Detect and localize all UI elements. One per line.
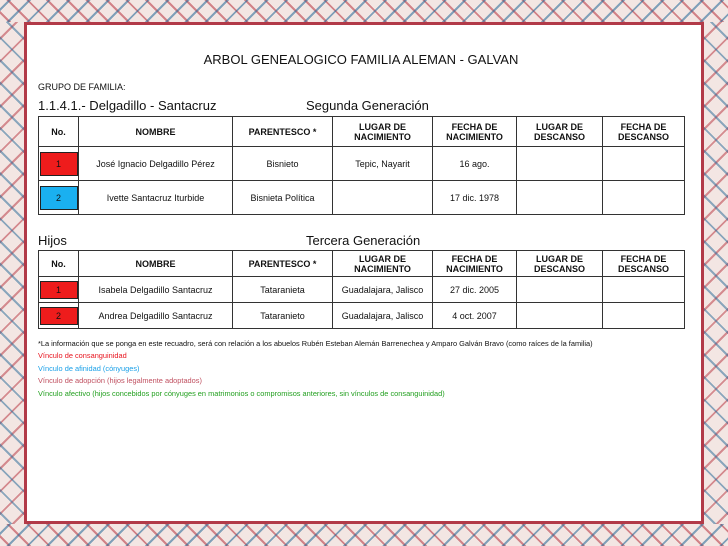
legend-afinidad: Vínculo de afinidad (cónyuges) — [38, 363, 140, 373]
table-row — [39, 303, 685, 329]
legend-notes — [38, 338, 593, 400]
row-number-cell — [39, 303, 79, 329]
col-header-no: No. — [39, 251, 79, 277]
cell-lugar-descanso — [517, 147, 603, 181]
cell-fecha-nacimiento: 16 ago. — [433, 147, 517, 181]
children-title: Hijos — [38, 233, 67, 248]
col-header-parentesco: PARENTESCO * — [233, 251, 333, 277]
family-branch-title: 1.1.4.1.- Delgadillo - Santacruz — [38, 98, 217, 113]
cell-nombre: Andrea Delgadillo Santacruz — [79, 303, 233, 329]
note-asterisk: *La información que se ponga en este recuadro, será con relación a los abuelos Rubén Esteban Alemán Barrenechea y Amparo Galván Bravo (como raíces de la familia) — [38, 339, 593, 348]
cell-nombre: Isabela Delgadillo Santacruz — [79, 277, 233, 303]
table-header-row — [39, 117, 685, 147]
row-number-cell — [39, 181, 79, 215]
decorative-border-left — [0, 22, 27, 524]
cell-lugar-nacimiento: Guadalajara, Jalisco — [333, 303, 433, 329]
cell-lugar-descanso — [517, 181, 603, 215]
col-header-lugar-descanso: LUGAR DE DESCANSO — [517, 251, 603, 277]
cell-fecha-nacimiento: 17 dic. 1978 — [433, 181, 517, 215]
table-generation-2 — [38, 116, 685, 215]
row-number-cell — [39, 147, 79, 181]
row-number: 1 — [40, 152, 78, 176]
col-header-fecha-descanso: FECHA DE DESCANSO — [603, 117, 685, 147]
cell-lugar-nacimiento: Tepic, Nayarit — [333, 147, 433, 181]
cell-fecha-descanso — [603, 303, 685, 329]
row-number: 2 — [40, 186, 78, 210]
cell-lugar-nacimiento — [333, 181, 433, 215]
cell-fecha-nacimiento: 4 oct. 2007 — [433, 303, 517, 329]
cell-parentesco: Bisnieta Política — [233, 181, 333, 215]
col-header-nombre: NOMBRE — [79, 251, 233, 277]
cell-nombre: José Ignacio Delgadillo Pérez — [79, 147, 233, 181]
table-row — [39, 181, 685, 215]
col-header-parentesco: PARENTESCO * — [233, 117, 333, 147]
table-header-row — [39, 251, 685, 277]
legend-consanguinidad: Vínculo de consanguinidad — [38, 351, 127, 361]
cell-lugar-nacimiento: Guadalajara, Jalisco — [333, 277, 433, 303]
legend-adopcion: Vínculo de adopción (hijos legalmente adoptados) — [38, 376, 202, 386]
cell-lugar-descanso — [517, 303, 603, 329]
col-header-no: No. — [39, 117, 79, 147]
table-row — [39, 147, 685, 181]
col-header-lugar-nacimiento: LUGAR DE NACIMIENTO — [333, 117, 433, 147]
col-header-fecha-nacimiento: FECHA DE NACIMIENTO — [433, 251, 517, 277]
cell-fecha-nacimiento: 27 dic. 2005 — [433, 277, 517, 303]
cell-parentesco: Tataranieto — [233, 303, 333, 329]
cell-fecha-descanso — [603, 181, 685, 215]
row-number-cell — [39, 277, 79, 303]
generation-label: Tercera Generación — [306, 233, 421, 248]
col-header-fecha-descanso: FECHA DE DESCANSO — [603, 251, 685, 277]
col-header-nombre: NOMBRE — [79, 117, 233, 147]
cell-parentesco: Tataranieta — [233, 277, 333, 303]
page-title: ARBOL GENEALOGICO FAMILIA ALEMAN - GALVAN — [203, 52, 519, 67]
col-header-fecha-nacimiento: FECHA DE NACIMIENTO — [433, 117, 517, 147]
table-generation-3 — [38, 250, 685, 329]
group-label: GRUPO DE FAMILIA: — [38, 82, 126, 92]
table-row — [39, 277, 685, 303]
cell-fecha-descanso — [603, 277, 685, 303]
decorative-border-right — [701, 22, 728, 524]
cell-nombre: Ivette Santacruz Iturbide — [79, 181, 233, 215]
row-number: 1 — [40, 281, 78, 299]
cell-parentesco: Bisnieto — [233, 147, 333, 181]
cell-lugar-descanso — [517, 277, 603, 303]
row-number: 2 — [40, 307, 78, 325]
decorative-border-top — [0, 0, 728, 25]
legend-afectivo: Vínculo afectivo (hijos concebidos por cónyuges en matrimonios o compromisos anteriores, sin vínculos de consanguinidad) — [38, 388, 445, 398]
col-header-lugar-descanso: LUGAR DE DESCANSO — [517, 117, 603, 147]
col-header-lugar-nacimiento: LUGAR DE NACIMIENTO — [333, 251, 433, 277]
decorative-border-bottom — [0, 521, 728, 546]
generation-label: Segunda Generación — [306, 98, 429, 113]
cell-fecha-descanso — [603, 147, 685, 181]
